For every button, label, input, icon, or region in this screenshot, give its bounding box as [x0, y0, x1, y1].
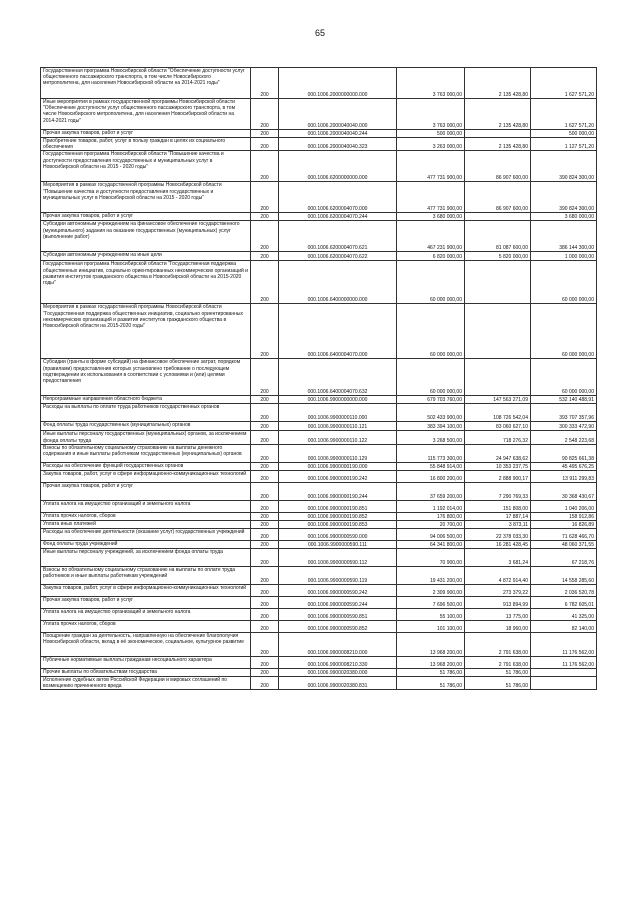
- row-unexecuted-amount: 13 911 299,83: [531, 470, 597, 482]
- row-unexecuted-amount: 2 548 223,68: [531, 431, 597, 444]
- row-kbk: 000.1006.9900000190.853: [279, 520, 397, 528]
- row-code: 200: [251, 444, 279, 462]
- row-approved-amount: 3 763 000,00: [397, 68, 465, 99]
- row-approved-amount: 55 848 914,00: [397, 462, 465, 470]
- row-name: Закупка товаров, работ, услуг в сфере информационно-коммуникационных технологий: [41, 584, 251, 596]
- row-executed-amount: 51 786,00: [465, 668, 531, 676]
- row-unexecuted-amount: 11 176 562,00: [531, 632, 597, 656]
- row-executed-amount: 2 135 428,80: [465, 99, 531, 130]
- row-code: 200: [251, 138, 279, 151]
- row-unexecuted-amount: 300 333 472,90: [531, 422, 597, 431]
- row-executed-amount: 718 276,32: [465, 431, 531, 444]
- row-executed-amount: [465, 130, 531, 138]
- row-name: Поощрение граждан за деятельность, направленную на обеспечение благополучия Новосибирской области, вклад в её экономическое, социальное, культурное развитие: [41, 632, 251, 656]
- row-name: Государственная программа Новосибирской области "Государственная поддержка общественных инициатив, социально ориентированных некоммерческих организаций и развития институтов гражданского общества в Новосибирской области на 2015-2020 годы": [41, 261, 251, 304]
- row-approved-amount: 60 000 000,00: [397, 304, 465, 359]
- table-body: [41, 68, 597, 690]
- row-kbk: 000.1006.9900000110.122: [279, 431, 397, 444]
- row-approved-amount: 51 786,00: [397, 668, 465, 676]
- table-row: [41, 528, 597, 540]
- row-kbk: 000.1006.9900000000.000: [279, 396, 397, 404]
- row-executed-amount: 22 378 033,30: [465, 528, 531, 540]
- row-kbk: 000.1006.9900000590.000: [279, 528, 397, 540]
- row-approved-amount: 51 786,00: [397, 676, 465, 689]
- row-name: Уплата прочих налогов, сборов: [41, 512, 251, 520]
- row-approved-amount: 3 268 500,00: [397, 431, 465, 444]
- row-name: Субсидии (гранты в форме субсидий) на финансовое обеспечение затрат, порядком (правилами) предоставления которых установлено требование о последующем подтверждении их использования в соответствии с условиями и (или) целями предоставления: [41, 359, 251, 396]
- row-unexecuted-amount: 71 628 466,70: [531, 528, 597, 540]
- row-unexecuted-amount: 48 060 371,55: [531, 540, 597, 548]
- row-unexecuted-amount: 1 627 571,20: [531, 99, 597, 130]
- table-row: [41, 151, 597, 182]
- row-approved-amount: 20 700,00: [397, 520, 465, 528]
- row-unexecuted-amount: 390 824 300,00: [531, 151, 597, 182]
- row-name: Субсидии автономным учреждениям на финансовое обеспечение государственного (муниципального) задания на оказание государственных (муниципальных) услуг (выполнение работ): [41, 221, 251, 252]
- row-unexecuted-amount: 45 495 676,25: [531, 462, 597, 470]
- row-code: 200: [251, 68, 279, 99]
- row-kbk: 000.1006.6200004070.621: [279, 221, 397, 252]
- row-name: Закупка товаров, работ, услуг в сфере информационно-коммуникационных технологий: [41, 470, 251, 482]
- row-unexecuted-amount: 90 825 661,38: [531, 444, 597, 462]
- row-name: Фонд оплаты труда государственных (муниципальных) органов: [41, 422, 251, 431]
- row-kbk: 000.1006.9900000190.244: [279, 482, 397, 500]
- row-kbk: 000.1006.6400000000.000: [279, 261, 397, 304]
- row-approved-amount: 6 820 000,00: [397, 252, 465, 261]
- row-kbk: 000.1006.9900008210.000: [279, 632, 397, 656]
- row-executed-amount: 2 135 428,80: [465, 68, 531, 99]
- row-approved-amount: 70 900,00: [397, 548, 465, 566]
- table-row: [41, 422, 597, 431]
- row-code: 200: [251, 396, 279, 404]
- row-kbk: 000.1006.9900000110.121: [279, 422, 397, 431]
- table-row: [41, 566, 597, 584]
- row-approved-amount: 3 263 000,00: [397, 138, 465, 151]
- row-code: 200: [251, 656, 279, 668]
- row-code: 200: [251, 566, 279, 584]
- row-code: 200: [251, 182, 279, 213]
- row-code: 200: [251, 512, 279, 520]
- row-kbk: 000.1006.9900000190.242: [279, 470, 397, 482]
- row-executed-amount: 18 960,00: [465, 620, 531, 632]
- table-row: [41, 520, 597, 528]
- row-executed-amount: 5 820 000,00: [465, 252, 531, 261]
- row-executed-amount: 86 907 600,00: [465, 182, 531, 213]
- row-code: 200: [251, 668, 279, 676]
- row-name: Взносы по обязательному социальному страхованию на выплаты денежного содержания и иные выплаты работникам государственных (муниципальных) органов: [41, 444, 251, 462]
- row-executed-amount: 51 786,00: [465, 676, 531, 689]
- row-name: Иные выплаты персоналу учреждений, за исключением фонда оплаты труда: [41, 548, 251, 566]
- row-unexecuted-amount: 1 627 571,20: [531, 68, 597, 99]
- row-name: Приобретение товаров, работ, услуг в пользу граждан в целях их социального обеспечения: [41, 138, 251, 151]
- row-kbk: 000.1006.9900020380.831: [279, 676, 397, 689]
- table-row: [41, 608, 597, 620]
- row-executed-amount: 147 563 271,09: [465, 396, 531, 404]
- row-code: 200: [251, 130, 279, 138]
- row-kbk: 000.1006.9900000590.119: [279, 566, 397, 584]
- row-kbk: 000.1006.6400004070.000: [279, 304, 397, 359]
- row-approved-amount: 2 309 900,00: [397, 584, 465, 596]
- row-kbk: 000.1006.6200004070.000: [279, 182, 397, 213]
- table-row: [41, 584, 597, 596]
- table-row: [41, 500, 597, 512]
- row-unexecuted-amount: 60 000 000,00: [531, 359, 597, 396]
- table-row: [41, 221, 597, 252]
- row-approved-amount: 13 968 200,00: [397, 632, 465, 656]
- row-executed-amount: 2 888 900,17: [465, 470, 531, 482]
- row-executed-amount: [465, 213, 531, 221]
- page-number: 65: [314, 28, 325, 38]
- row-executed-amount: 4 872 914,40: [465, 566, 531, 584]
- budget-execution-table: [40, 67, 597, 690]
- row-kbk: 000.1006.9900008210.330: [279, 656, 397, 668]
- row-code: 200: [251, 632, 279, 656]
- row-code: 200: [251, 584, 279, 596]
- row-kbk: 000.1006.9900000590.242: [279, 584, 397, 596]
- row-name: Мероприятия в рамках государственной программы Новосибирской области "Государственная поддержка общественных инициатив, социально ориентированных некоммерческих организаций и развития институтов гражданского общества в Новосибирской области на 2015-2020 годы": [41, 304, 251, 359]
- table-row: [41, 68, 597, 99]
- row-executed-amount: 24 947 638,62: [465, 444, 531, 462]
- row-name: Прочая закупка товаров, работ и услуг: [41, 482, 251, 500]
- row-executed-amount: 17 887,14: [465, 512, 531, 520]
- row-unexecuted-amount: 60 000 000,00: [531, 261, 597, 304]
- row-unexecuted-amount: 60 000 000,00: [531, 304, 597, 359]
- row-executed-amount: 83 060 627,10: [465, 422, 531, 431]
- row-unexecuted-amount: 1 127 571,20: [531, 138, 597, 151]
- row-unexecuted-amount: 386 144 300,00: [531, 221, 597, 252]
- row-unexecuted-amount: 6 782 605,01: [531, 596, 597, 608]
- row-unexecuted-amount: [531, 676, 597, 689]
- row-executed-amount: [465, 261, 531, 304]
- row-approved-amount: 477 731 900,00: [397, 151, 465, 182]
- row-approved-amount: 64 341 800,00: [397, 540, 465, 548]
- row-unexecuted-amount: 11 176 562,00: [531, 656, 597, 668]
- row-unexecuted-amount: 30 368 430,67: [531, 482, 597, 500]
- table-row: [41, 482, 597, 500]
- row-name: Государственная программа Новосибирской области "Обеспечение доступности услуг общественного пассажирского транспорта, в том числе Новосибирского метрополитена, для населения Новосибирской области на 2014-2021 годы": [41, 68, 251, 99]
- row-code: 200: [251, 404, 279, 422]
- row-unexecuted-amount: 82 140,00: [531, 620, 597, 632]
- row-unexecuted-amount: 532 140 488,91: [531, 396, 597, 404]
- row-approved-amount: 55 100,00: [397, 608, 465, 620]
- row-unexecuted-amount: 67 218,76: [531, 548, 597, 566]
- row-kbk: 000.1006.9900020380.000: [279, 668, 397, 676]
- row-code: 200: [251, 620, 279, 632]
- row-executed-amount: 913 894,99: [465, 596, 531, 608]
- table-row: [41, 444, 597, 462]
- row-name: Субсидии автономным учреждениям на иные цели: [41, 252, 251, 261]
- row-unexecuted-amount: 2 036 520,78: [531, 584, 597, 596]
- row-executed-amount: 2 135 428,80: [465, 138, 531, 151]
- row-approved-amount: 101 100,00: [397, 620, 465, 632]
- table-row: [41, 431, 597, 444]
- row-unexecuted-amount: [531, 668, 597, 676]
- row-approved-amount: 16 800 200,00: [397, 470, 465, 482]
- table-row: [41, 359, 597, 396]
- row-name: Иные выплаты персоналу государственных (муниципальных) органов, за исключением фонда оплаты труда: [41, 431, 251, 444]
- table-row: [41, 130, 597, 138]
- table-row: [41, 396, 597, 404]
- row-code: 200: [251, 528, 279, 540]
- row-name: Расходы на обеспечение деятельности (оказание услуг) государственных учреждений: [41, 528, 251, 540]
- row-kbk: 000.1006.2000040040.000: [279, 99, 397, 130]
- row-unexecuted-amount: 500 000,00: [531, 130, 597, 138]
- row-kbk: 000.1006.9900000590.244: [279, 596, 397, 608]
- row-executed-amount: 3 873,11: [465, 520, 531, 528]
- row-name: Мероприятия в рамках государственной программы Новосибирской области "Повышение качества и доступности предоставления государственных и муниципальных услуг в Новосибирской области на 2015 - 2020 годы": [41, 182, 251, 213]
- row-kbk: 000.1006.2000040040.323: [279, 138, 397, 151]
- row-name: Иные мероприятия в рамках государственной программы Новосибирской области "Обеспечение доступности услуг общественного пассажирского транспорта, в том числе Новосибирского метрополитена, для населения Новосибирской области на 2014-2021 годы": [41, 99, 251, 130]
- row-name: Исполнение судебных актов Российской Федерации и мировых соглашений по возмещению причиненного вреда: [41, 676, 251, 689]
- row-kbk: 000.1006.9900000590.111: [279, 540, 397, 548]
- table-row: [41, 404, 597, 422]
- table-row: [41, 138, 597, 151]
- row-code: 200: [251, 676, 279, 689]
- row-code: 200: [251, 596, 279, 608]
- row-unexecuted-amount: 3 680 000,00: [531, 213, 597, 221]
- row-executed-amount: 86 907 600,00: [465, 151, 531, 182]
- row-approved-amount: 1 192 014,00: [397, 500, 465, 512]
- row-kbk: 000.1006.9900000110.000: [279, 404, 397, 422]
- row-name: Уплата прочих налогов, сборов: [41, 620, 251, 632]
- row-kbk: 000.1006.9900000590.851: [279, 608, 397, 620]
- row-unexecuted-amount: 390 824 300,00: [531, 182, 597, 213]
- row-approved-amount: 467 231 900,00: [397, 221, 465, 252]
- row-code: 200: [251, 304, 279, 359]
- row-kbk: 000.1006.9900000190.000: [279, 462, 397, 470]
- row-unexecuted-amount: 1 040 206,00: [531, 500, 597, 512]
- row-unexecuted-amount: 1 000 000,00: [531, 252, 597, 261]
- row-name: Непрограммные направления областного бюджета: [41, 396, 251, 404]
- row-kbk: 000.1006.9900000190.851: [279, 500, 397, 512]
- row-approved-amount: 37 659 200,00: [397, 482, 465, 500]
- row-kbk: 000.1006.9900000590.852: [279, 620, 397, 632]
- row-name: Прочая закупка товаров, работ и услуг: [41, 130, 251, 138]
- table-row: [41, 676, 597, 689]
- row-approved-amount: 502 433 900,00: [397, 404, 465, 422]
- row-kbk: 000.1006.9900000190.852: [279, 512, 397, 520]
- row-executed-amount: 151 808,00: [465, 500, 531, 512]
- row-code: 200: [251, 213, 279, 221]
- row-code: 200: [251, 252, 279, 261]
- table-row: [41, 632, 597, 656]
- row-code: 200: [251, 422, 279, 431]
- row-approved-amount: 477 731 900,00: [397, 182, 465, 213]
- row-executed-amount: 273 379,22: [465, 584, 531, 596]
- row-executed-amount: 7 290 769,33: [465, 482, 531, 500]
- row-code: 200: [251, 548, 279, 566]
- table-row: [41, 462, 597, 470]
- row-name: Прочие выплаты по обязательствам государства: [41, 668, 251, 676]
- table-row: [41, 252, 597, 261]
- row-name: Государственная программа Новосибирской области "Повышение качества и доступности предоставления государственных и муниципальных услуг в Новосибирской области на 2015 - 2020 годы": [41, 151, 251, 182]
- table-row: [41, 512, 597, 520]
- table-row: [41, 668, 597, 676]
- table-row: [41, 548, 597, 566]
- row-approved-amount: 115 773 300,00: [397, 444, 465, 462]
- table-row: [41, 470, 597, 482]
- row-name: Уплата иных платежей: [41, 520, 251, 528]
- table-row: [41, 596, 597, 608]
- row-code: 200: [251, 151, 279, 182]
- row-approved-amount: 679 703 760,00: [397, 396, 465, 404]
- row-approved-amount: 19 431 200,00: [397, 566, 465, 584]
- row-kbk: 000.1006.6200004070.244: [279, 213, 397, 221]
- row-name: Расходы на выплаты по оплате труда работников государственных органов: [41, 404, 251, 422]
- row-kbk: 000.1006.9900000590.112: [279, 548, 397, 566]
- row-approved-amount: 94 006 500,00: [397, 528, 465, 540]
- row-approved-amount: 176 800,00: [397, 512, 465, 520]
- row-name: Прочая закупка товаров, работ и услуг: [41, 596, 251, 608]
- row-approved-amount: 60 000 000,00: [397, 359, 465, 396]
- row-executed-amount: 108 726 542,04: [465, 404, 531, 422]
- row-approved-amount: 3 763 000,00: [397, 99, 465, 130]
- row-approved-amount: 13 968 200,00: [397, 656, 465, 668]
- row-code: 200: [251, 520, 279, 528]
- row-code: 200: [251, 431, 279, 444]
- row-kbk: 000.1006.6400004070.632: [279, 359, 397, 396]
- row-executed-amount: 16 281 428,45: [465, 540, 531, 548]
- row-unexecuted-amount: 41 325,00: [531, 608, 597, 620]
- row-code: 200: [251, 221, 279, 252]
- row-unexecuted-amount: 393 707 357,96: [531, 404, 597, 422]
- row-executed-amount: 2 791 638,00: [465, 632, 531, 656]
- row-executed-amount: 81 087 600,00: [465, 221, 531, 252]
- row-approved-amount: 60 000 000,00: [397, 261, 465, 304]
- table-row: [41, 656, 597, 668]
- row-executed-amount: 3 681,24: [465, 548, 531, 566]
- table-row: [41, 620, 597, 632]
- row-name: Уплата налога на имущество организаций и земельного налога: [41, 608, 251, 620]
- table-row: [41, 304, 597, 359]
- row-executed-amount: 2 791 638,00: [465, 656, 531, 668]
- row-executed-amount: [465, 304, 531, 359]
- row-code: 200: [251, 99, 279, 130]
- table-row: [41, 540, 597, 548]
- row-approved-amount: 383 394 100,00: [397, 422, 465, 431]
- row-executed-amount: 10 353 237,75: [465, 462, 531, 470]
- row-name: Расходы на обеспечение функций государственных органов: [41, 462, 251, 470]
- row-approved-amount: 3 680 000,00: [397, 213, 465, 221]
- row-kbk: 000.1006.2000040040.244: [279, 130, 397, 138]
- row-name: Фонд оплаты труда учреждений: [41, 540, 251, 548]
- row-approved-amount: 500 000,00: [397, 130, 465, 138]
- table-row: [41, 182, 597, 213]
- row-kbk: 000.1006.6200000000.000: [279, 151, 397, 182]
- row-name: Взносы по обязательному социальному страхованию на выплаты по оплате труда работников и иные выплаты работникам учреждений: [41, 566, 251, 584]
- row-kbk: 000.1006.9900000110.129: [279, 444, 397, 462]
- row-approved-amount: 7 696 500,00: [397, 596, 465, 608]
- row-code: 200: [251, 261, 279, 304]
- row-code: 200: [251, 608, 279, 620]
- row-code: 200: [251, 462, 279, 470]
- row-code: 200: [251, 482, 279, 500]
- row-unexecuted-amount: 16 826,89: [531, 520, 597, 528]
- row-kbk: 000.1006.6200004070.622: [279, 252, 397, 261]
- table-row: [41, 213, 597, 221]
- row-kbk: 000.1006.2000000000.000: [279, 68, 397, 99]
- row-code: 200: [251, 470, 279, 482]
- row-name: Уплата налога на имущество организаций и земельного налога: [41, 500, 251, 512]
- row-code: 200: [251, 359, 279, 396]
- row-executed-amount: [465, 359, 531, 396]
- row-name: Публичные нормативные выплаты гражданам несоциального характера: [41, 656, 251, 668]
- row-unexecuted-amount: 158 912,86: [531, 512, 597, 520]
- row-code: 200: [251, 540, 279, 548]
- row-name: Прочая закупка товаров, работ и услуг: [41, 213, 251, 221]
- row-executed-amount: 13 775,00: [465, 608, 531, 620]
- row-code: 200: [251, 500, 279, 512]
- row-unexecuted-amount: 14 558 285,60: [531, 566, 597, 584]
- table-row: [41, 99, 597, 130]
- table-row: [41, 261, 597, 304]
